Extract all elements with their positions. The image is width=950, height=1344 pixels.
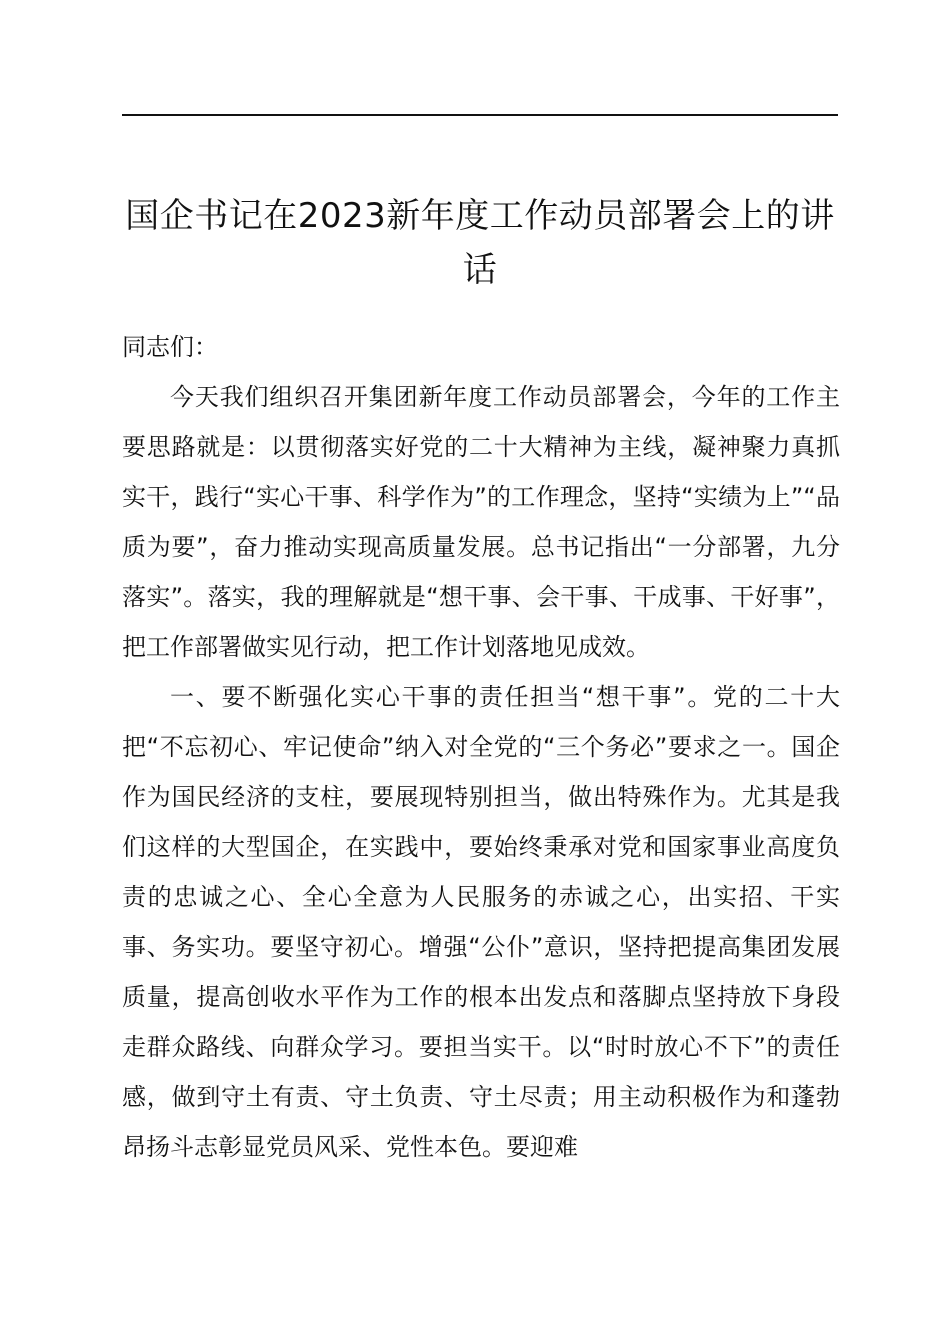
paragraph-intro: 今天我们组织召开集团新年度工作动员部署会，今年的工作主要思路就是：以贯彻落实好党的二十大精神为主线，凝神聚力真抓实干，践行“实心干事、科学作为”的工作理念，坚持“实绩为上”“品质为要”，奋力推动实现高质量发展。总书记指出“一分部署，九分落实”。落实，我的理解就是“想干事、会干事、干成事、干好事”， 把工作部署做实见行动，把工作计划落地见成效。 [122,383,840,661]
salutation: 同志们： [122,333,218,361]
paragraph-section-one: 一、要不断强化实心干事的责任担当“想干事”。党的二十大把“不忘初心、牢记使命”纳入对全党的“三个务必”要求之一。国企作为国民经济的支柱，要展现特别担当，做出特殊作为。尤其是我们这样的大型国企，在实践中，要始终秉承对党和国家事业高度负责的忠诚之心、全心全意为人民服务的赤诚之心，出实招、干实事、务实功。要坚守初心。增强“公仆”意识，坚持把提高集团发展质量，提高创收水平作为工作的根本出发点和落脚点坚持放下身段走群众路线、向群众学习。要担当实干。以“时时放心不下”的责任感，做到守土有责、守土负责、守土尽责；用主动积极作为和蓬勃昂扬斗志彰显党员风采、党性本色。要迎难 [122,683,840,1161]
document-body [122,322,840,1172]
header-rule [122,114,838,116]
document-title: 国企书记在2023新年度工作动员部署会上的讲话 [125,195,835,290]
